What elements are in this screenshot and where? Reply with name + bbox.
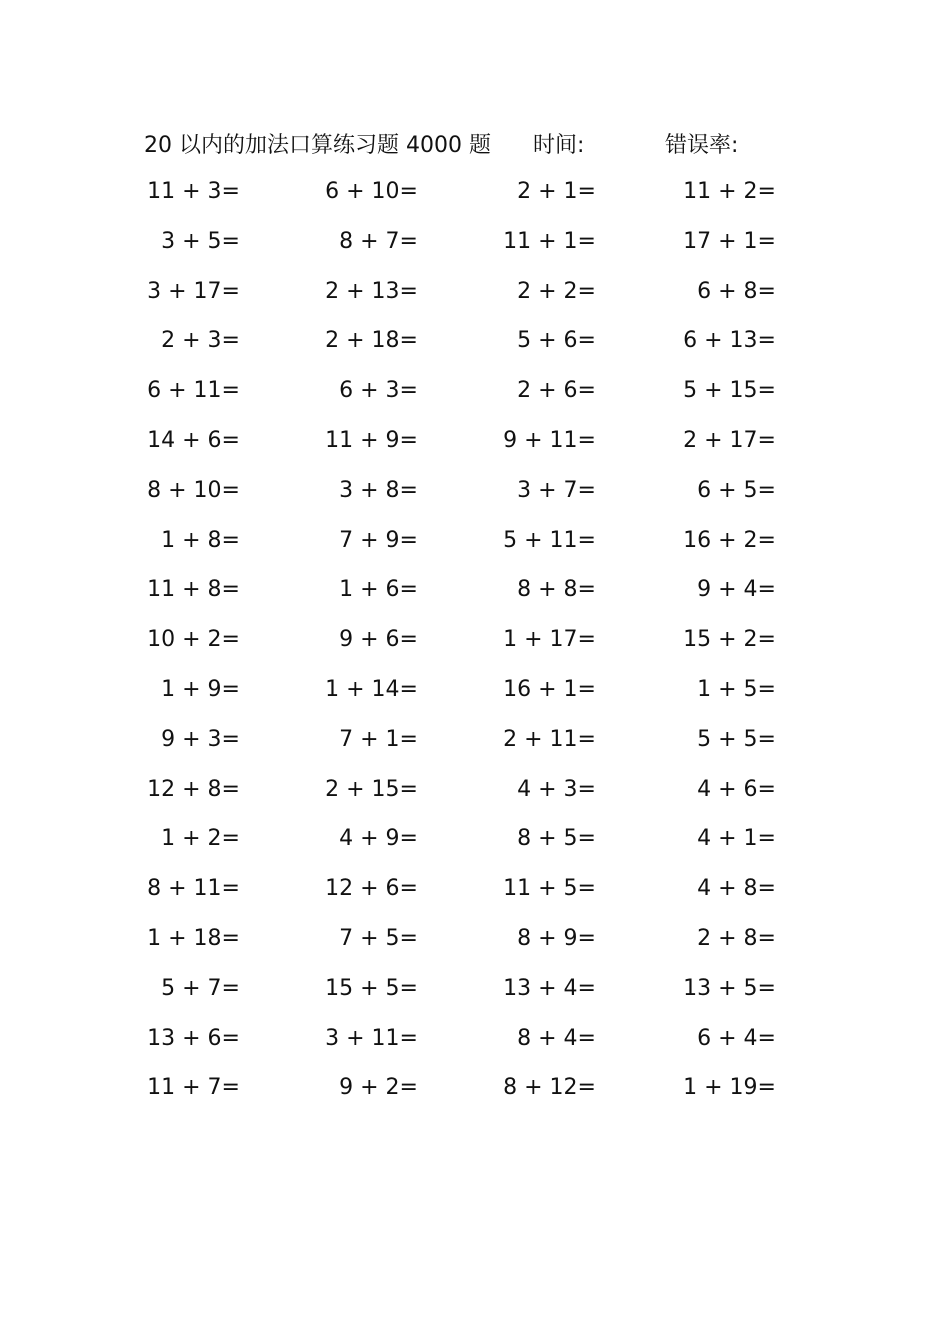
addition-problem: 11 + 5=: [503, 876, 596, 902]
addition-problem: 9 + 11=: [503, 427, 596, 453]
addition-problem: 1 + 18=: [147, 925, 240, 951]
addition-problem: 3 + 5=: [161, 228, 240, 254]
addition-problem: 8 + 10=: [147, 477, 240, 503]
addition-problem: 11 + 3=: [147, 179, 240, 204]
addition-problem: 1 + 14=: [325, 676, 418, 702]
addition-problem: 9 + 3=: [161, 726, 240, 752]
addition-problem: 16 + 1=: [503, 676, 596, 702]
addition-problem: 2 + 8=: [697, 925, 776, 951]
problem-row: [0, 421, 950, 471]
addition-problem: 8 + 11=: [147, 876, 240, 902]
addition-problem: 4 + 9=: [339, 826, 418, 852]
addition-problem: 1 + 17=: [503, 627, 596, 653]
addition-problem: 9 + 2=: [339, 1075, 418, 1101]
problem-row: [0, 371, 950, 421]
addition-problem: 5 + 11=: [503, 527, 596, 553]
problem-row: [0, 570, 950, 620]
addition-problem: 11 + 2=: [683, 179, 776, 204]
addition-problem: 6 + 11=: [147, 378, 240, 404]
addition-problem: 9 + 6=: [339, 627, 418, 653]
worksheet-header: [0, 124, 950, 160]
addition-problem: 6 + 5=: [697, 477, 776, 503]
addition-problem: 13 + 5=: [683, 975, 776, 1001]
addition-problem: 6 + 8=: [697, 278, 776, 304]
addition-problem: 7 + 1=: [339, 726, 418, 752]
time-label: 时间:: [533, 133, 585, 158]
addition-problem: 13 + 6=: [147, 1025, 240, 1051]
addition-problem: 11 + 9=: [325, 427, 418, 453]
addition-problem: 16 + 2=: [683, 527, 776, 553]
addition-problem: 12 + 8=: [147, 776, 240, 802]
addition-problem: 8 + 12=: [503, 1075, 596, 1101]
addition-problem: 6 + 4=: [697, 1025, 776, 1051]
worksheet-title: 20 以内的加法口算练习题 4000 题: [144, 133, 491, 158]
addition-problem: 1 + 19=: [683, 1075, 776, 1101]
problem-grid: [0, 172, 950, 1118]
addition-problem: 4 + 6=: [697, 776, 776, 802]
addition-problem: 6 + 13=: [683, 328, 776, 354]
addition-problem: 7 + 9=: [339, 527, 418, 553]
problem-row: [0, 670, 950, 720]
problem-row: [0, 471, 950, 521]
addition-problem: 2 + 11=: [503, 726, 596, 752]
addition-problem: 2 + 18=: [325, 328, 418, 354]
addition-problem: 12 + 6=: [325, 876, 418, 902]
addition-problem: 15 + 5=: [325, 975, 418, 1001]
problem-row: [0, 521, 950, 571]
problem-row: [0, 321, 950, 371]
addition-problem: 10 + 2=: [147, 627, 240, 653]
problem-row: [0, 222, 950, 272]
problem-row: [0, 770, 950, 820]
addition-problem: 4 + 8=: [697, 876, 776, 902]
addition-problem: 11 + 7=: [147, 1075, 240, 1101]
addition-problem: 8 + 7=: [339, 228, 418, 254]
problem-row: [0, 172, 950, 222]
problem-row: [0, 720, 950, 770]
addition-problem: 6 + 3=: [339, 378, 418, 404]
addition-problem: 8 + 4=: [517, 1025, 596, 1051]
addition-problem: 2 + 13=: [325, 278, 418, 304]
addition-problem: 2 + 3=: [161, 328, 240, 354]
addition-problem: 1 + 6=: [339, 577, 418, 603]
addition-problem: 3 + 8=: [339, 477, 418, 503]
error-rate-label: 错误率:: [665, 133, 739, 158]
addition-problem: 14 + 6=: [147, 427, 240, 453]
addition-problem: 11 + 1=: [503, 228, 596, 254]
problem-row: [0, 869, 950, 919]
addition-problem: 3 + 11=: [325, 1025, 418, 1051]
addition-problem: 5 + 7=: [161, 975, 240, 1001]
addition-problem: 1 + 5=: [697, 676, 776, 702]
addition-problem: 8 + 9=: [517, 925, 596, 951]
addition-problem: 1 + 8=: [161, 527, 240, 553]
addition-problem: 8 + 8=: [517, 577, 596, 603]
addition-problem: 9 + 4=: [697, 577, 776, 603]
problem-row: [0, 1068, 950, 1118]
addition-problem: 2 + 17=: [683, 427, 776, 453]
addition-problem: 13 + 4=: [503, 975, 596, 1001]
addition-problem: 17 + 1=: [683, 228, 776, 254]
addition-problem: 3 + 7=: [517, 477, 596, 503]
addition-problem: 1 + 9=: [161, 676, 240, 702]
addition-problem: 3 + 17=: [147, 278, 240, 304]
addition-problem: 5 + 5=: [697, 726, 776, 752]
addition-problem: 5 + 15=: [683, 378, 776, 404]
addition-problem: 2 + 1=: [517, 179, 596, 204]
addition-problem: 2 + 2=: [517, 278, 596, 304]
addition-problem: 2 + 15=: [325, 776, 418, 802]
problem-row: [0, 620, 950, 670]
addition-problem: 8 + 5=: [517, 826, 596, 852]
addition-problem: 11 + 8=: [147, 577, 240, 603]
problem-row: [0, 969, 950, 1019]
problem-row: [0, 819, 950, 869]
problem-row: [0, 272, 950, 322]
addition-problem: 15 + 2=: [683, 627, 776, 653]
addition-problem: 5 + 6=: [517, 328, 596, 354]
addition-problem: 6 + 10=: [325, 179, 418, 204]
addition-problem: 7 + 5=: [339, 925, 418, 951]
addition-problem: 4 + 3=: [517, 776, 596, 802]
problem-row: [0, 1019, 950, 1069]
problem-row: [0, 919, 950, 969]
addition-problem: 2 + 6=: [517, 378, 596, 404]
addition-problem: 4 + 1=: [697, 826, 776, 852]
addition-problem: 1 + 2=: [161, 826, 240, 852]
